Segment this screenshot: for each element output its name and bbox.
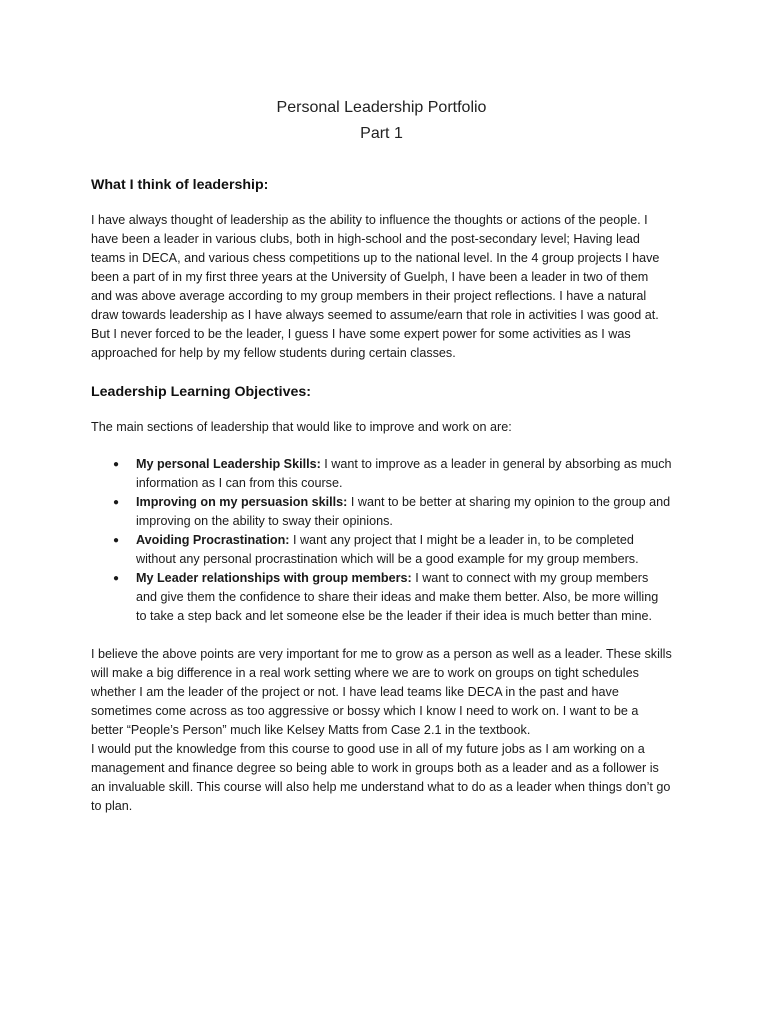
bullet-icon: ● — [113, 535, 120, 546]
objectives-intro: The main sections of leadership that would like to improve and work on are: — [91, 420, 512, 434]
list-item — [113, 531, 672, 569]
objectives-list — [91, 455, 672, 626]
closing-paragraph-1: I believe the above points are very important for me to grow as a person as well as a leader. These skills will make a big difference in a real work setting where we are to work on groups on tight schedules whether I am the leader of the project or not. I have lead teams like DECA in the past and have sometimes come across as too aggressive or bossy which I know I need to work on. I want to be a better “People’s Person” much like Kelsey Matts from Case 2.1 in the textbook. — [91, 647, 672, 737]
bullet-icon: ● — [113, 497, 120, 508]
title-line-2: Part 1 — [360, 125, 403, 142]
closing-paragraph-2: I would put the knowledge from this course to good use in all of my future jobs as I am working on a management and finance degree so being able to work in groups both as a leader and as a follower is an invaluable skill. This course will also help me understand what to do as a leader when things don’t go to plan. — [91, 742, 671, 813]
list-item — [113, 569, 672, 626]
bullet-icon: ● — [113, 573, 120, 584]
document-title — [91, 95, 672, 147]
leadership-paragraph: I have always thought of leadership as the ability to influence the thoughts or actions of the people. I have been a leader in various clubs, both in high-school and the post-secondary level; Having lead teams in DECA, and various chess competitions up to the national level. In the 4 group projects I have been a part of in my first three years at the University of Guelph, I have been a leader in two of them and was above average according to my group members in their project reflections. I have a natural draw towards leadership as I have always seemed to assume/earn that role in activities I was good at. But I never forced to be the leader, I guess I have some expert power for some activities as I was approached for help by my fellow students during certain classes. — [91, 213, 660, 360]
list-item-text: I want to connect with my group members and give them the confidence to share their ideas and make them better. Also, be more willing to take a step back and let someone else be the leader if their idea is much better than mine. — [136, 571, 659, 623]
list-item-term: Improving on my persuasion skills: — [136, 495, 348, 509]
list-item-text: I want to be better at sharing my opinion to the group and improving on the ability to sway their opinions. — [136, 495, 671, 528]
section-heading-objectives: Leadership Learning Objectives: — [91, 384, 311, 400]
list-item-term: My personal Leadership Skills: — [136, 457, 321, 471]
title-line-1: Personal Leadership Portfolio — [276, 99, 487, 116]
section-heading-leadership: What I think of leadership: — [91, 177, 269, 193]
list-item-term: My Leader relationships with group members: — [136, 571, 412, 585]
list-item — [113, 455, 672, 493]
list-item-term: Avoiding Procrastination: — [136, 533, 290, 547]
list-item-text: I want to improve as a leader in general by absorbing as much information as I can from this course. — [136, 457, 672, 490]
list-item — [113, 493, 672, 531]
list-item-text: I want any project that I might be a leader in, to be completed without any personal procrastination which will be a good example for my group members. — [136, 533, 639, 566]
bullet-icon: ● — [113, 459, 120, 470]
